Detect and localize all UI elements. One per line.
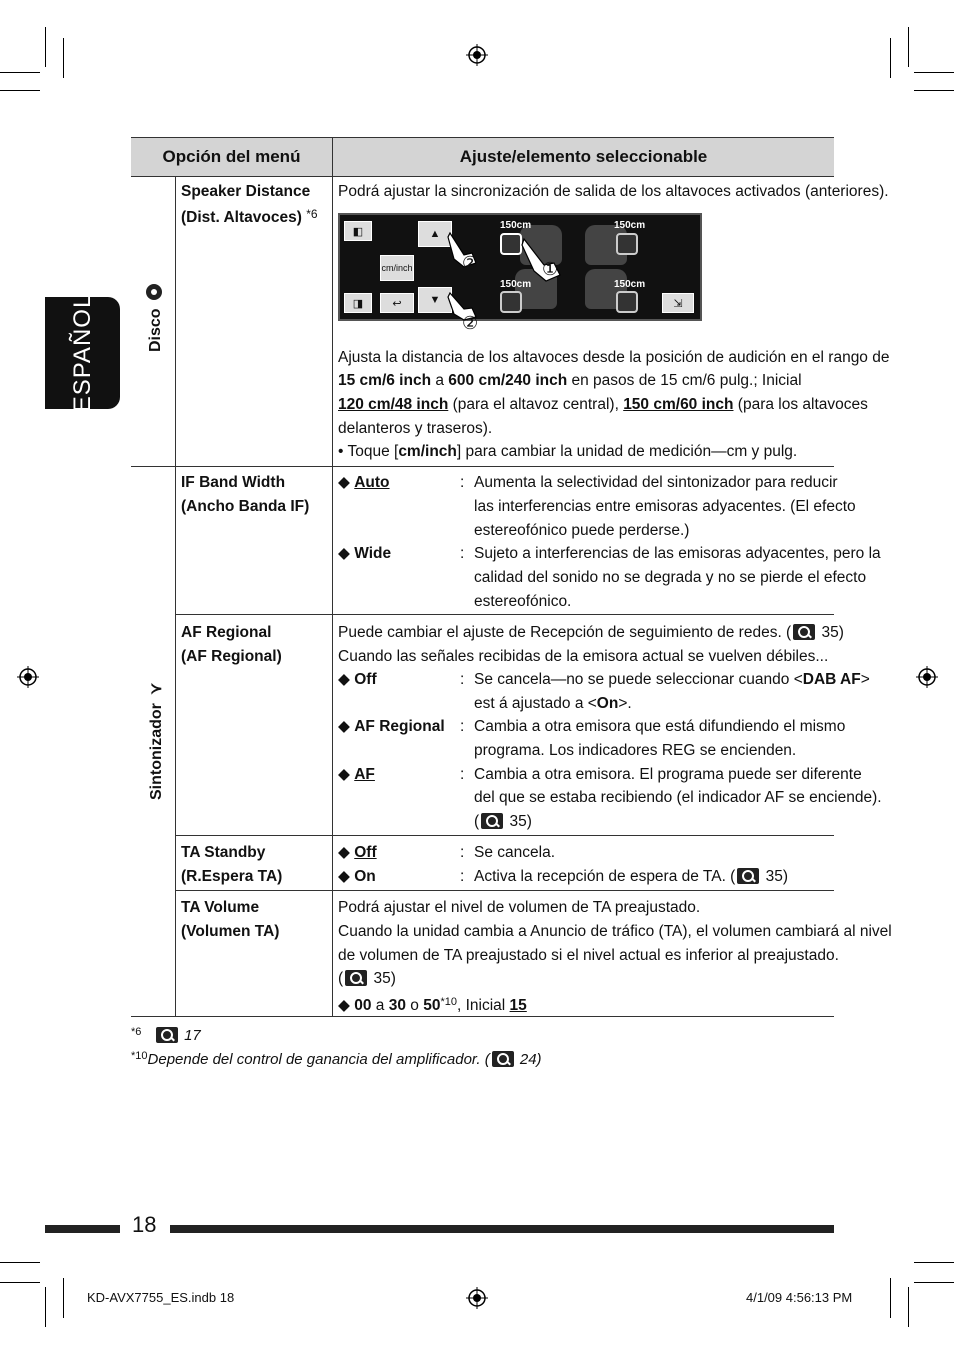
tastandby-on-desc: Activa la recepción de espera de TA. ( 35) (474, 868, 789, 885)
crop-mark (914, 90, 954, 91)
afreg-desc-l1: Puede cambiar el ajuste de Recepción de seguimiento de redes. ( 35) (338, 624, 844, 641)
back-button[interactable]: ↩ (380, 293, 414, 313)
tavol-desc: Podrá ajustar el nivel de volumen de TA preajustado. (338, 899, 701, 916)
afreg-desc-l2: Cuando las señales recibidas de la emisora actual se vuelven débiles... (338, 648, 829, 665)
crop-mark (63, 1278, 64, 1318)
crop-mark (0, 1282, 40, 1283)
distance-front-right: 150cm (614, 220, 646, 231)
speaker-desc-p5: • Toque [cm/inch] para cambiar la unidad de medición—cm y pulg. (338, 443, 798, 460)
row-line (131, 466, 834, 467)
callout-2: ② (462, 253, 479, 273)
speaker-icon[interactable] (616, 291, 638, 313)
tavol-range: ◆ 00 a 30 o 50$^{*10}$, Inicial 15 (338, 996, 527, 1014)
colon: : (460, 545, 465, 562)
callout-2: ② (462, 313, 479, 333)
ifband-wide-desc: Sujeto a interferencias de las emisoras adyacentes, pero la (474, 545, 881, 562)
crop-mark (0, 90, 40, 91)
speaker-distance-screen (338, 213, 702, 321)
tavol-name: TA Volume (181, 899, 260, 916)
header-divider (332, 137, 333, 177)
table-header-setting: Ajuste/elemento seleccionable (333, 137, 834, 177)
tavol-desc: de volumen de TA preajustado si el nivel actual es inferior al preajustado. (338, 947, 839, 964)
afreg-af-desc: del que se estaba recibiendo (el indicador AF se enciende). (474, 789, 882, 806)
afreg-name: AF Regional (181, 624, 272, 641)
speaker-distance-name-es: (Dist. Altavoces) $^{*6}$ (181, 207, 318, 226)
callout-1: ① (542, 259, 559, 279)
section-disco-label: Disco (147, 308, 164, 352)
footer-date: 4/1/09 4:56:13 PM (746, 1290, 853, 1305)
tastandby-opt-off: ◆ Off (338, 844, 377, 861)
crop-mark (890, 1278, 891, 1318)
speaker-select-button[interactable]: ◨ (344, 293, 372, 313)
distance-rear-right: 150cm (614, 279, 646, 290)
afreg-af-desc: Cambia a otra emisora. El programa puede ser diferente (474, 766, 862, 783)
footnote-10: $^{*10}$Depende del control de ganancia del amplificador. ( 24) (131, 1050, 542, 1068)
page-bar-right (170, 1225, 834, 1233)
tavol-desc: Cuando la unidad cambia a Anuncio de tráfico (TA), el volumen cambiará al nivel (338, 923, 892, 940)
row-line (176, 835, 834, 836)
ifband-auto-desc: las interferencias entre emisoras adyacentes. (El efecto (474, 498, 856, 515)
magnifier-icon (156, 1027, 178, 1043)
colon: : (460, 844, 465, 861)
magnifier-icon (345, 970, 367, 986)
speaker-icon[interactable] (500, 291, 522, 313)
registration-mark-icon (466, 1287, 488, 1309)
crop-mark (0, 72, 40, 73)
ifband-name: IF Band Width (181, 474, 286, 491)
colon: : (460, 718, 465, 735)
screen-mode-button[interactable]: ◧ (344, 221, 372, 241)
crop-mark (890, 38, 891, 78)
speaker-desc-p2: 15 cm/6 inch a 600 cm/240 inch en pasos de 15 cm/6 pulg.; Inicial (338, 372, 802, 389)
tastandby-off-desc: Se cancela. (474, 844, 555, 861)
magnifier-icon (492, 1051, 514, 1067)
cm-inch-button[interactable]: cm/inch (380, 255, 414, 281)
ifband-opt-wide: ◆ Wide (338, 545, 392, 562)
afreg-opt-afregional: ◆ AF Regional (338, 718, 445, 735)
crop-mark (908, 27, 909, 67)
crop-mark (914, 1282, 954, 1283)
tavol-desc: ( 35) (338, 970, 396, 987)
tavol-name-es: (Volumen TA) (181, 923, 280, 940)
exit-button[interactable]: ⇲ (662, 293, 694, 313)
colon: : (460, 766, 465, 783)
afreg-off-desc: Se cancela—no se puede seleccionar cuando <DAB AF> (474, 671, 870, 688)
speaker-desc-p4: delanteros y traseros). (338, 420, 493, 437)
speaker-desc-p3: 120 cm/48 inch (para el altavoz central), 150 cm/60 inch (para los altavoces (338, 396, 868, 413)
tastandby-opt-on: ◆ On (338, 868, 376, 885)
afreg-off-desc: est á ajustado a <On>. (474, 695, 632, 712)
disc-icon (146, 284, 162, 300)
speaker-icon[interactable] (616, 233, 638, 255)
language-tab-label: ESPAÑOL (68, 293, 96, 413)
ifband-name-es: (Ancho Banda IF) (181, 498, 310, 515)
distance-rear-left: 150cm (500, 279, 532, 290)
ifband-auto-desc: estereofónico puede perderse.) (474, 522, 690, 539)
ifband-auto-desc: Aumenta la selectividad del sintonizador para reducir (474, 474, 838, 491)
crop-mark (45, 27, 46, 67)
language-tab (45, 293, 120, 413)
ifband-wide-desc: estereofónico. (474, 593, 572, 610)
magnifier-icon (481, 813, 503, 829)
footer-file: KD-AVX7755_ES.indb 18 (87, 1290, 235, 1305)
afreg-opt-af: ◆ AF (338, 766, 375, 783)
crop-mark (45, 1287, 46, 1327)
down-arrow-button[interactable]: ▼ (418, 287, 452, 313)
row-line (176, 614, 834, 615)
colon: : (460, 474, 465, 491)
crop-mark (63, 38, 64, 78)
afreg-afregional-desc: programa. Los indicadores REG se encienden. (474, 742, 797, 759)
registration-mark-icon (916, 666, 938, 688)
section-sintonizador-label: Sintonizador (148, 703, 165, 800)
magnifier-icon (793, 624, 815, 640)
crop-mark (914, 72, 954, 73)
tastandby-name-es: (R.Espera TA) (181, 868, 283, 885)
afreg-name-es: (AF Regional) (181, 648, 282, 665)
magnifier-icon (737, 868, 759, 884)
page-number: 18 (132, 1212, 157, 1237)
section-sintonizador (146, 683, 166, 800)
speaker-desc-line1: Podrá ajustar la sincronización de salida de los altavoces activados (anteriores). (338, 183, 889, 200)
colon: : (460, 868, 465, 885)
speaker-distance-name: Speaker Distance (181, 183, 311, 200)
up-arrow-button[interactable]: ▲ (418, 221, 452, 247)
tastandby-name: TA Standby (181, 844, 266, 861)
speaker-icon[interactable] (500, 233, 522, 255)
crop-mark (908, 1287, 909, 1327)
crop-mark (0, 1262, 40, 1263)
row-line (176, 890, 834, 891)
footnote-6: $^{*6}$ 17 (131, 1026, 201, 1044)
colon: : (460, 671, 465, 688)
ifband-opt-auto: ◆ Auto (338, 474, 390, 491)
section-disco (146, 284, 165, 352)
table-header-option: Opción del menú (131, 137, 332, 177)
crop-mark (914, 1262, 954, 1263)
page-bar-left (45, 1225, 120, 1233)
afreg-afregional-desc: Cambia a otra emisora que está difundiendo el mismo (474, 718, 846, 735)
afreg-af-desc: ( 35) (474, 813, 532, 830)
antenna-icon: ⋎ (148, 682, 165, 695)
afreg-opt-off: ◆ Off (338, 671, 377, 688)
registration-mark-icon (466, 44, 488, 66)
ifband-wide-desc: calidad del sonido no se degrada y no se pierde el efecto (474, 569, 867, 586)
speaker-desc-p1: Ajusta la distancia de los altavoces desde la posición de audición en el rango de (338, 349, 890, 366)
registration-mark-icon (17, 666, 39, 688)
distance-front-left: 150cm (500, 220, 532, 231)
